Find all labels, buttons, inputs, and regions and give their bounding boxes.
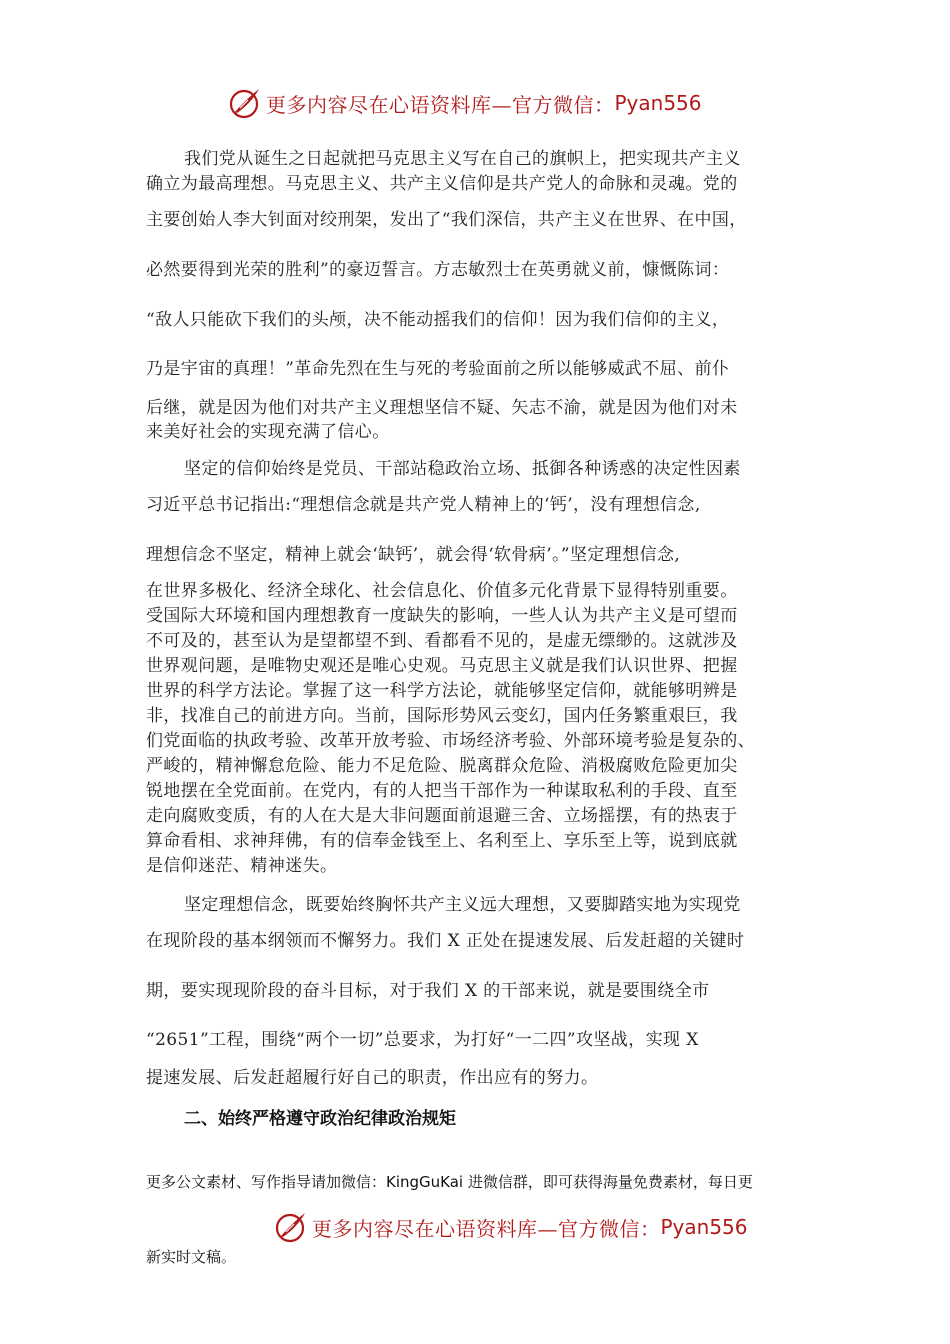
footer-line-1: 更多公文素材、写作指导请加微信：KingGuKai 进微信群，即可获得海量免费素材，每日更 xyxy=(146,1173,753,1191)
paragraph2-line: 严峻的，精神懈怠危险、能力不足危险、脱离群众危险、消极腐败危险更加尖 xyxy=(146,756,738,776)
paragraph2-line: 坚定的信仰始终是党员、干部站稳政治立场、抵御各种诱惑的决定性因素 xyxy=(184,459,741,479)
paragraph1-line: 主要创始人李大钊面对绞刑架，发出了“我们深信，共产主义在世界、在中国， xyxy=(146,210,747,230)
paragraph2-line: 受国际大环境和国内理想教育一度缺失的影响，一些人认为共产主义是可望而 xyxy=(146,606,738,626)
paragraph2-line: 理想信念不坚定，精神上就会‘缺钙’，就会得‘软骨病’。”坚定理想信念, xyxy=(146,545,681,565)
paragraph1-line: 我们党从诞生之日起就把马克思主义写在自己的旗帜上，把实现共产主义 xyxy=(184,149,741,169)
paragraph1-line: “敌人只能砍下我们的头颅，决不能动摇我们的信仰！因为我们信仰的主义， xyxy=(146,310,730,330)
paragraph2-line: 们党面临的执政考验、改革开放考验、市场经济考验、外部环境考验是复杂的、 xyxy=(146,731,755,751)
paragraph2-line: 世界观问题，是唯物史观还是唯心史观。马克思主义就是我们认识世界、把握 xyxy=(146,656,738,676)
banner-text: 更多内容尽在心语资料库—官方微信： xyxy=(266,92,615,117)
section-heading: 二、始终严格遵守政治纪律政治规矩 xyxy=(184,1109,456,1129)
quill-logo-icon xyxy=(274,1210,308,1244)
paragraph3-line: 坚定理想信念，既要始终胸怀共产主义远大理想，又要脚踏实地为实现党 xyxy=(184,895,741,915)
paragraph2-line: 习近平总书记指出:“理想信念就是共产党人精神上的‘钙’，没有理想信念, xyxy=(146,495,701,515)
top-banner xyxy=(228,86,702,120)
quill-logo-icon xyxy=(228,86,262,120)
paragraph2-line: 在世界多极化、经济全球化、社会信息化、价值多元化背景下显得特别重要。 xyxy=(146,581,738,601)
paragraph1-line: 后继，就是因为他们对共产主义理想坚信不疑、矢志不渝，就是因为他们对未 xyxy=(146,398,738,418)
paragraph2-line: 锐地摆在全党面前。在党内，有的人把当干部作为一种谋取私利的手段、直至 xyxy=(146,781,738,801)
paragraph2-line: 非，找准自己的前进方向。当前，国际形势风云变幻，国内任务繁重艰巨，我 xyxy=(146,706,738,726)
paragraph2-line: 算命看相、求神拜佛，有的信奉金钱至上、名利至上、享乐至上等，说到底就 xyxy=(146,831,738,851)
paragraph3-line: 期，要实现现阶段的奋斗目标，对于我们 X 的干部来说，就是要围绕全市 xyxy=(146,981,710,1001)
paragraph1-line: 必然要得到光荣的胜利”的豪迈誓言。方志敏烈士在英勇就义前，慷慨陈词： xyxy=(146,260,730,280)
paragraph3-line: 在现阶段的基本纲领而不懈努力。我们 X 正处在提速发展、后发赶超的关键时 xyxy=(146,931,745,951)
paragraph3-line: “2651”工程，围绕“两个一切”总要求，为打好“一二四”攻坚战，实现 X xyxy=(146,1030,699,1050)
paragraph2-line: 不可及的，甚至认为是望都望不到、看都看不见的，是虚无缥缈的。这就涉及 xyxy=(146,631,738,651)
footer-line-2: 新实时文稿。 xyxy=(146,1248,237,1266)
banner-wechat-id: Pyan556 xyxy=(660,1215,748,1239)
paragraph2-line: 是信仰迷茫、精神迷失。 xyxy=(146,856,338,876)
paragraph2-line: 世界的科学方法论。掌握了这一科学方法论，就能够坚定信仰，就能够明辨是 xyxy=(146,681,738,701)
paragraph2-line: 走向腐败变质，有的人在大是大非问题面前退避三舍、立场摇摆，有的热衷于 xyxy=(146,806,738,826)
paragraph1-line: 确立为最高理想。马克思主义、共产主义信仰是共产党人的命脉和灵魂。党的 xyxy=(146,174,738,194)
paragraph1-line: 来美好社会的实现充满了信心。 xyxy=(146,422,390,442)
banner-wechat-id: Pyan556 xyxy=(614,91,702,115)
paragraph1-line: 乃是宇宙的真理！”革命先烈在生与死的考验面前之所以能够威武不屈、前仆 xyxy=(146,359,730,379)
paragraph3-line: 提速发展、后发赶超履行好自己的职责，作出应有的努力。 xyxy=(146,1068,599,1088)
footer-banner xyxy=(274,1210,748,1244)
banner-text: 更多内容尽在心语资料库—官方微信： xyxy=(312,1216,661,1241)
